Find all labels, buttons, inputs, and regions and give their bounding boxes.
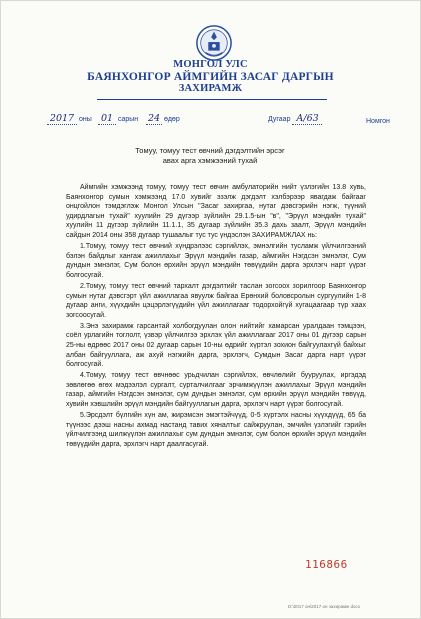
city-name: Номгон <box>366 118 390 125</box>
date-day: 24 <box>147 113 161 124</box>
title-line-2: авах арга хэмжээний тухай <box>162 155 258 165</box>
date-month: 01 <box>98 113 116 125</box>
document-type: ЗАХИРАМЖ <box>178 83 243 94</box>
clause-2: 2.Томуу, томуу тест өвчний тархалт дэгдэлтийг таслан зогсоох зорилгоор Баянхонгор сумын нутаг дэвсгэрт үйл ажиллагаа явуулж байгаа Ерөнхий боловсролын сургуулийн 1-8 дугаар анги, хүүхдийн цэцэрлэгүүдийн үйл ажиллагааг тодорхойгүй хугацаагаар түр хаах зогсоосугай. <box>66 282 366 319</box>
file-path-footer: D:\2017 он\2017 он захирамж docx <box>288 604 360 609</box>
country-name: МОНГОЛ УЛС <box>173 59 248 70</box>
number-label: Дугаар <box>268 116 291 123</box>
clause-3: 3.Энэ захирамж гарсантай холбогдуулан олон нийтийг хамарсан уралдаан тэмцээн, соёл урлагийн тоглолт, үзвэр үйлчилгээ эрхлэх үйл ажиллагааг 2017 оны 01 дүгээр сарын 25-ны өдрөөс 2017 оны 02 дугаар сарын 10-ны өдрийг хүртэл зохион байгуулахгүй байхыг албан байгууллага, аж ахуй нэгжийн дарга, эрхлэгч, Сумдын Засаг дарга нарт үүрэг болгосугай. <box>66 322 366 369</box>
title-line-1: Томуу, томуу тест өвчний дэгдэлтийн эрсэг <box>135 146 285 155</box>
date-day-suffix: өдөр <box>163 116 180 123</box>
header-divider <box>97 99 327 100</box>
clause-4: 4.Томуу, томуу тест өвчнөөс урьдчилан сэргийлэх, өвчлөлийг бууруулах, иргэдэд зөвлөгөө өгөх мэдээлэл сургалт, сурталчилгааг эрчимжүүлэн ажиллахыг Эрүүл мэндийн газар, аймгийн Нэгдсэн эмнэлэг, сум дундын эмнэлэг, сум өрхийн эрүүл мэндийн төвүүд, хувийн хэвшлийн эрүүл мэндийн байгууллагын дарга, эрхлэгч нарт үүрэг болгосугай. <box>66 372 366 409</box>
organization-name: БАЯНХОНГОР АЙМГИЙН ЗАСАГ ДАРГЫН <box>87 71 334 83</box>
date-year-suffix: оны <box>78 116 92 123</box>
document-number: А/63 <box>292 113 322 125</box>
intro-paragraph: Аймгийн хэмжээнд томуу, томуу тест өвчин амбулаторийн нийт үзлэгийн 13.8 хувь, Баянхонгор сумын хэмжээнд 17.0 хувийг эзэлж дэгдэлт хэлбэрээр явагдаж байгааг онцгойлон тэмдэглэж Монгол Улсын "Засаг захиргаа, нутаг дэвсгэрийн нэгж, түүний удирдлагын тухай" хуулийн 29 дүгээр зүйлийн 29.1.5-ын "в", "Эрүүл мэндийн тухай" хуулийн 11 дүгээр зүйлийн 11.1.1, 35 дугаар зүйлийн 35.3 дахь заалт, Эрүүл мэндийн сайдын 2014 оны 358 дугаар тушаалыг тус тус үндэслэн ЗАХИРАМЖЛАХ нь: <box>66 184 366 239</box>
document-header <box>0 59 421 95</box>
document-meta <box>40 111 400 127</box>
state-emblem-icon <box>195 24 233 62</box>
clause-1: 1.Томуу, томуу тест өвчний хүндрэлээс сэргийлэх, эмнэлгийн тусламж үйлчилгээний бэлэн байдлыг хангаж ажиллахыг Эрүүл мэндийн газар, аймгийн Нэгдсэн эмнэлэг, Сум дундын эмнэлэг, Сум болон өрхийн эрүүл мэндийн төвүүдийн дарга эрхлэгч нарт үүрэг болгосугай. <box>66 243 366 279</box>
document-body <box>66 183 366 451</box>
date-year: 2017 <box>47 113 77 125</box>
document-title <box>70 146 350 165</box>
clause-5: 5.Эрсдэлт бүлгийн хүн ам, жирэмсэн эмэгтэйчүүд, 0-5 хүртэлх насны хүүхдүүд, 65 ба түүнээс дээш насны ахмад настанд тавих хяналтыг сайжруулан, эмчийн үзлэгийг гэрийн үйлчилгээнд шилжүүлэн ажиллахыг сум дундын эмнэлэг, сум болон өрхийн эрүүл мэндийн төвүүдийн дарга, эрхлэгч нарт даалгасугай. <box>66 412 366 448</box>
serial-stamp-number: 116866 <box>305 558 348 571</box>
date-month-suffix: сарын <box>117 116 139 123</box>
